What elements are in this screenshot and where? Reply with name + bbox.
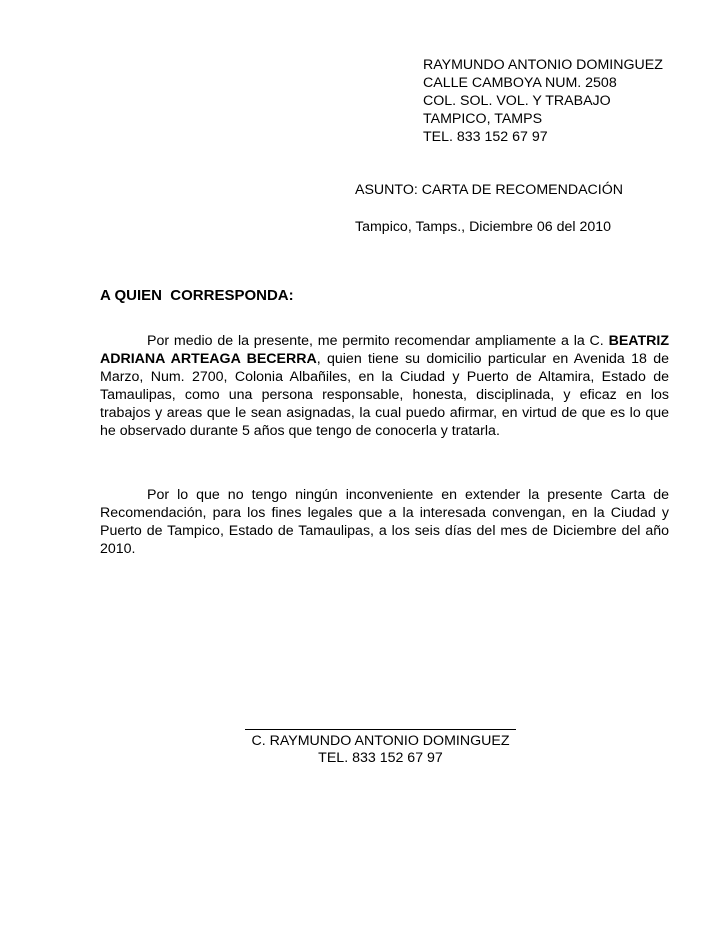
paragraph-1-rest: , quien tiene su domicilio particular en Avenida 18 de Marzo, Num. 2700, Colonia Albañiles, en la Ciudad y Puerto de Altamira, Estado de Tamaulipas, como una persona responsable, honesta, disciplinada, y eficaz en los trabajos y areas que le sean asignadas, la cual puedo afirmar, en virtud de que es lo que he observado durante 5 años que tengo de conocerla y tratarla. bbox=[100, 351, 669, 439]
signature-phone: TEL. 833 152 67 97 bbox=[318, 750, 443, 766]
sender-phone: TEL. 833 152 67 97 bbox=[423, 129, 548, 145]
recommended-person-name: BEATRIZ ADRIANA ARTEAGA BECERRA bbox=[100, 333, 669, 367]
signature-line bbox=[245, 729, 516, 730]
body-paragraph-1 bbox=[100, 332, 669, 440]
sender-address-block bbox=[423, 56, 663, 146]
letter-subject: ASUNTO: CARTA DE RECOMENDACIÓN bbox=[355, 182, 624, 198]
letter-date: Tampico, Tamps., Diciembre 06 del 2010 bbox=[355, 219, 612, 235]
sender-colony: COL. SOL. VOL. Y TRABAJO bbox=[423, 93, 611, 109]
sender-city: TAMPICO, TAMPS bbox=[423, 111, 543, 127]
sender-name: RAYMUNDO ANTONIO DOMINGUEZ bbox=[423, 57, 663, 73]
body-paragraph-2: Por lo que no tengo ningún inconveniente en extender la presente Carta de Recomendación, para los fines legales que a la interesada convengan, en la Ciudad y Puerto de Tampico, Estado de Tamaulipas, a los seis días del mes de Diciembre del año 2010. bbox=[100, 487, 669, 557]
paragraph-1-intro: Por medio de la presente, me permito recomendar ampliamente a la C. bbox=[147, 333, 609, 349]
sender-street: CALLE CAMBOYA NUM. 2508 bbox=[423, 75, 617, 91]
letter-salutation: A QUIEN CORRESPONDA: bbox=[100, 287, 294, 304]
signature-name: C. RAYMUNDO ANTONIO DOMINGUEZ bbox=[251, 733, 510, 749]
